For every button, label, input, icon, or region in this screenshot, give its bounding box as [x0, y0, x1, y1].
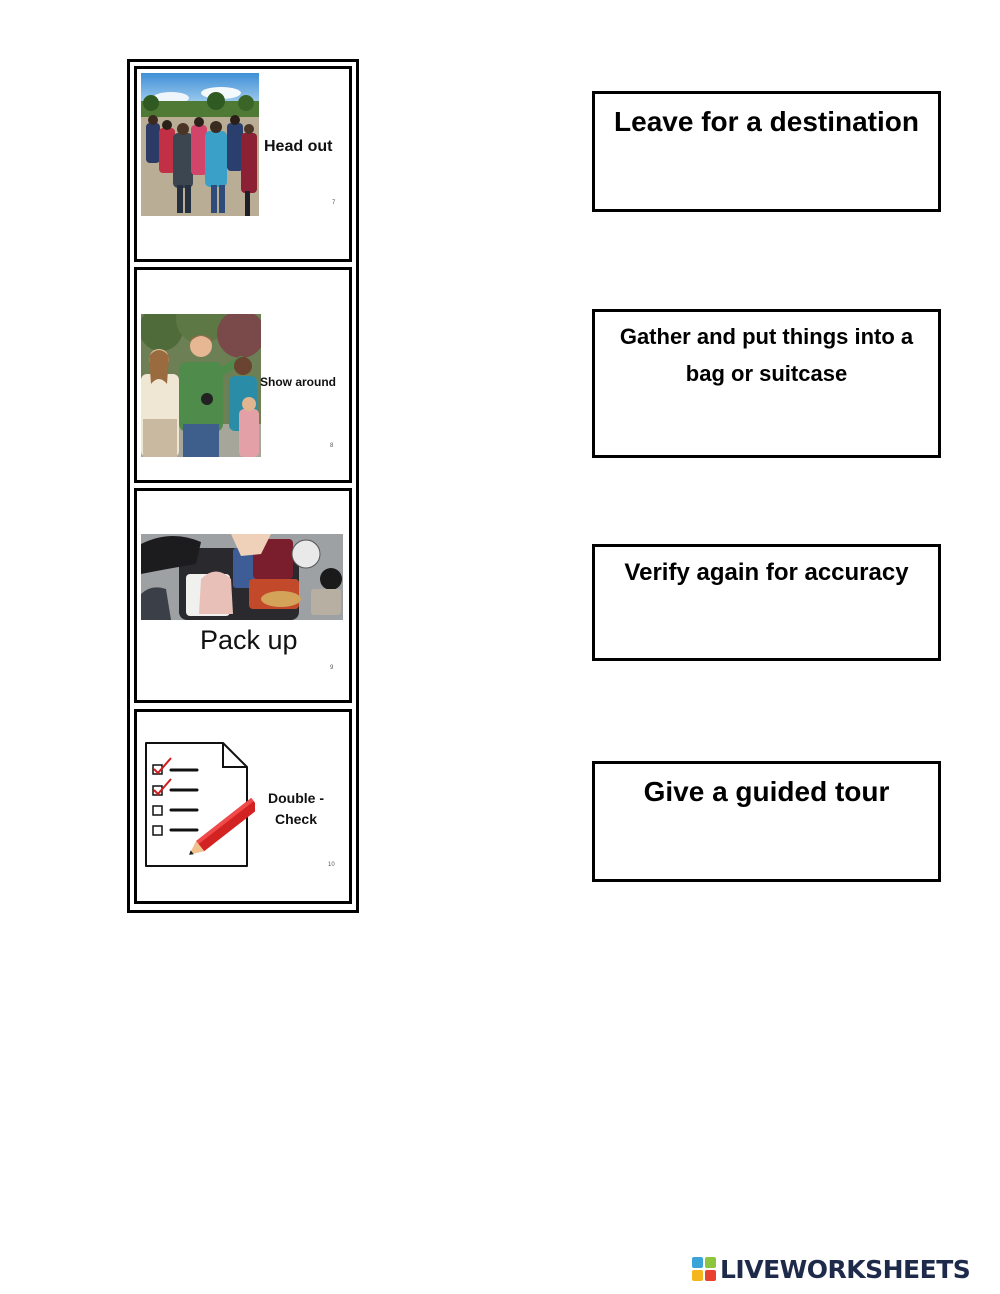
answer-text: Leave for a destination	[614, 106, 919, 137]
answer-text: Verify again for accuracy	[624, 559, 909, 586]
answer-box-1[interactable]	[592, 91, 941, 212]
answer-text: Gather and put things into a bag or suitcase	[619, 324, 914, 386]
liveworksheets-logo	[692, 1254, 970, 1284]
page-number: 10	[328, 862, 335, 868]
card-pack-up[interactable]	[134, 488, 352, 703]
card-label: Pack up	[200, 625, 298, 655]
card-label: Double - Check	[268, 790, 324, 827]
tour-guide-photo	[141, 314, 261, 457]
card-show-around[interactable]	[134, 267, 352, 483]
hikers-photo	[141, 73, 259, 216]
card-label: Head out	[264, 138, 333, 155]
page-number: 7	[332, 200, 336, 206]
page-number: 9	[330, 665, 334, 671]
card-head-out[interactable]	[134, 66, 352, 262]
card-double-check[interactable]	[134, 709, 352, 904]
packing-suitcase-photo	[141, 534, 343, 620]
brand-name: LIVEWORKSHEETS	[720, 1254, 971, 1284]
answer-box-2[interactable]	[592, 309, 941, 458]
card-label: Show around	[260, 375, 336, 389]
picture-card-strip	[127, 59, 359, 913]
answer-box-4[interactable]	[592, 761, 941, 882]
answer-box-3[interactable]	[592, 544, 941, 661]
checklist-illustration	[143, 740, 255, 870]
page-number: 8	[330, 443, 334, 449]
answer-text: Give a guided tour	[643, 776, 890, 807]
liveworksheets-logo-icon	[692, 1257, 716, 1281]
